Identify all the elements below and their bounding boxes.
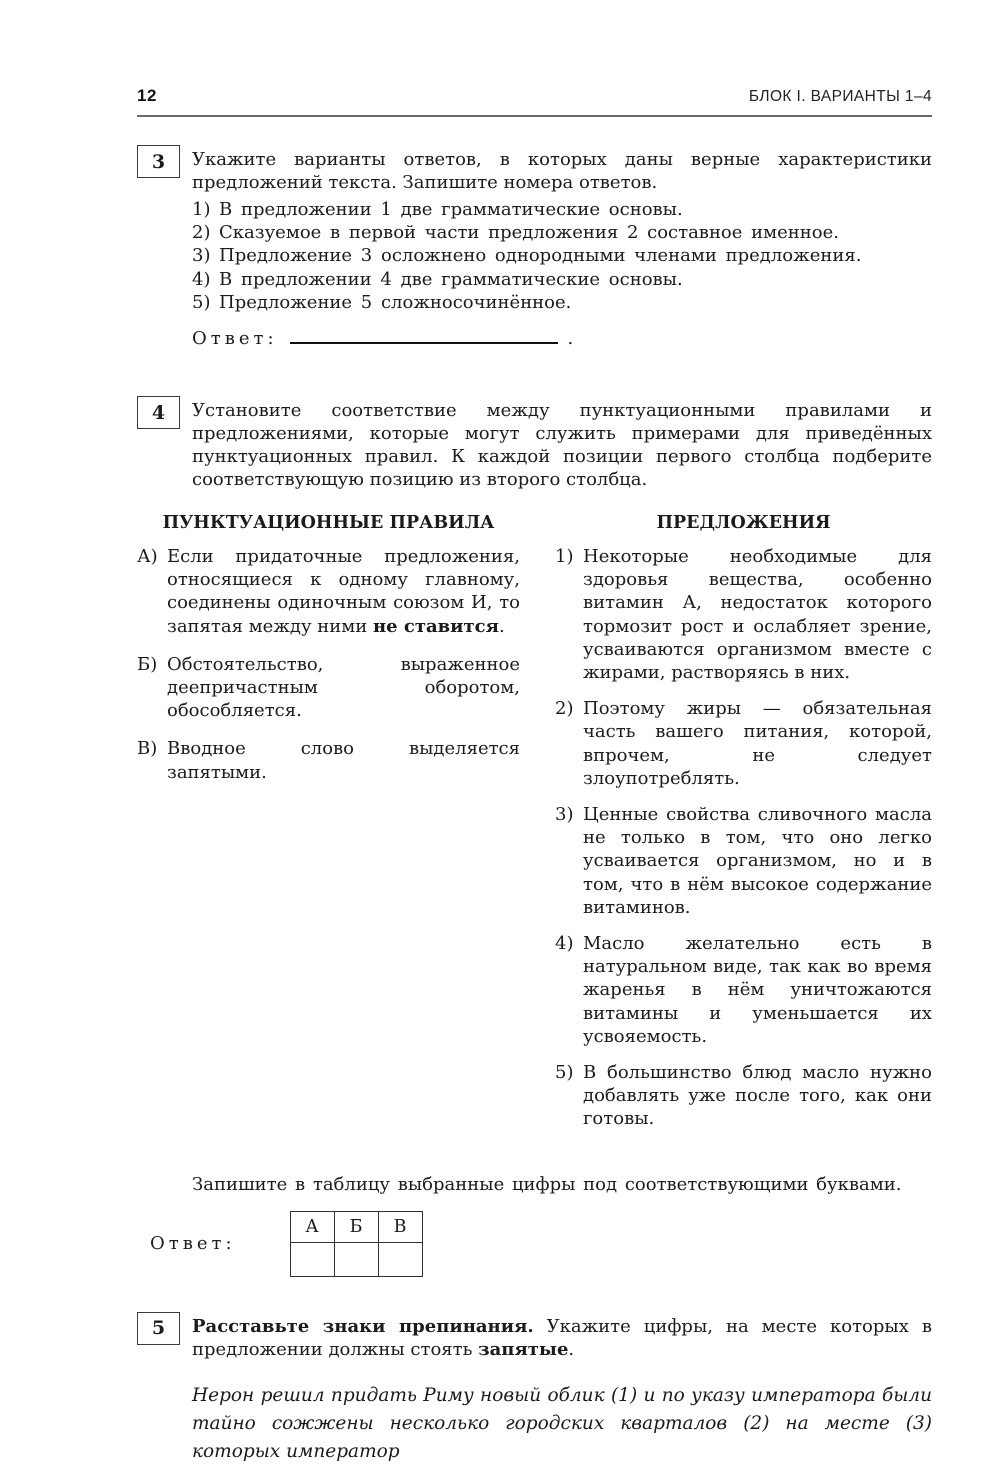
answer-table-header-row <box>290 1211 422 1242</box>
page-header <box>137 86 932 117</box>
sentence-2 <box>555 697 932 790</box>
sentence-text: Некоторые необходимые для здоровья вещества, особенно витамин А, недостаток которого тормозит рост и ослабляет зрение, усваиваются организмом вместе с жирами, растворяясь в них. <box>583 546 932 684</box>
sentences-column-header: ПРЕДЛОЖЕНИЯ <box>656 513 831 534</box>
answer-table-header-b: Б <box>334 1211 378 1242</box>
task-4-answer-row <box>137 1211 932 1277</box>
option-text: В предложении 4 две грамматические основы. <box>219 268 683 290</box>
task-3-option-5 <box>192 291 932 314</box>
sentence-4 <box>555 932 932 1048</box>
sentence-marker: 1) <box>555 546 574 568</box>
option-marker: 2) <box>192 222 211 244</box>
task-3-options <box>192 198 932 314</box>
task-5-exercise-sentence: Нерон решил придать Риму новый облик (1) и по указу императора были тайно сожжены несколько городских кварталов (2) на месте (3) которых император <box>192 1384 932 1462</box>
answer-label: Ответ: <box>150 1233 236 1255</box>
rule-v <box>137 737 520 783</box>
rules-column-header: ПУНКТУАЦИОННЫЕ ПРАВИЛА <box>162 513 495 534</box>
sentence-text: Ценные свойства сливочного масла не только в том, что оно легко усваивается организмом, но и в том, что в нём высокое содержание витаминов. <box>583 804 932 918</box>
task-3-answer-line <box>192 328 932 349</box>
sentence-text: В большинство блюд масло нужно добавлять уже после того, как они готовы. <box>583 1062 932 1130</box>
task-5-intro: Расставьте знаки препинания. Укажите цифры, на месте которых в предложении должны стоять запятые. <box>192 1315 932 1360</box>
answer-table <box>290 1211 423 1277</box>
answer-table-header-a: А <box>290 1211 334 1242</box>
sentence-3 <box>555 803 932 919</box>
task-3-option-4 <box>192 268 932 291</box>
task-3-intro: Укажите варианты ответов, в которых даны верные характеристики предложений текста. Запишите номера ответов. <box>192 149 932 193</box>
rule-text: Если придаточные предложения, относящиеся к одному главному, соединены одиночным союзом И, то запятая между ними не ставится. <box>167 546 520 637</box>
sentence-marker: 2) <box>555 698 574 720</box>
answer-cell-v <box>378 1242 422 1276</box>
task-5 <box>137 1315 932 1466</box>
task-3-option-3 <box>192 244 932 267</box>
sentence-marker: 4) <box>555 933 574 955</box>
sentence-text: Масло желательно есть в натуральном виде, так как во время жаренья в нём уничтожаются витамины и уменьшается их усвояемость. <box>583 933 932 1047</box>
task-4-table-instruction: Запишите в таблицу выбранные цифры под соответствующими буквами. <box>192 1173 902 1195</box>
option-text: Предложение 5 сложносочинённое. <box>219 291 572 313</box>
task-3-number-box: 3 <box>137 145 180 178</box>
answer-blank-line <box>290 330 558 344</box>
sentence-1 <box>555 545 932 684</box>
rule-marker: Б) <box>137 653 158 675</box>
task-4-columns <box>137 545 932 1144</box>
task-4 <box>137 399 932 1277</box>
task-4-column-headers <box>137 513 932 533</box>
task-3 <box>137 148 932 349</box>
option-marker: 3) <box>192 245 211 267</box>
rule-marker: А) <box>137 546 158 568</box>
sentence-5 <box>555 1061 932 1131</box>
answer-table-value-row <box>290 1242 422 1276</box>
task-4-intro: Установите соответствие между пунктуационными правилами и предложениями, которые могут служить примерами для приведённых пунктуационных правил. К каждой позиции первого столбца подберите соответствующую позицию из второго столбца. <box>192 400 932 491</box>
task-4-number-box: 4 <box>137 396 180 429</box>
answer-table-header-v: В <box>378 1211 422 1242</box>
option-text: Сказуемое в первой части предложения 2 составное именное. <box>219 222 840 244</box>
rule-text: Вводное слово выделяется запятыми. <box>167 738 520 783</box>
answer-cell-a <box>290 1242 334 1276</box>
task-3-option-1 <box>192 198 932 221</box>
answer-cell-b <box>334 1242 378 1276</box>
rule-a <box>137 545 520 638</box>
option-text: В предложении 1 две грамматические основы. <box>219 199 683 220</box>
option-text: Предложение 3 осложнено однородными членами предложения. <box>219 245 862 267</box>
page-number: 12 <box>137 86 157 105</box>
sentence-marker: 3) <box>555 804 574 826</box>
sentence-marker: 5) <box>555 1062 574 1084</box>
option-marker: 5) <box>192 291 211 313</box>
rule-marker: В) <box>137 738 158 760</box>
answer-label: Ответ: <box>192 328 278 350</box>
rules-column <box>137 545 520 1144</box>
sentence-text: Поэтому жиры — обязательная часть вашего питания, которой, впрочем, не следует злоупотреблять. <box>583 698 932 789</box>
option-marker: 4) <box>192 268 211 290</box>
answer-period: . <box>567 328 574 350</box>
task-3-option-2 <box>192 221 932 244</box>
sentences-column <box>555 545 932 1144</box>
rule-b <box>137 653 520 723</box>
header-section-title: БЛОК I. ВАРИАНТЫ 1–4 <box>748 88 932 105</box>
option-marker: 1) <box>192 199 211 220</box>
task-5-number-box: 5 <box>137 1312 180 1345</box>
rule-text: Обстоятельство, выраженное деепричастным оборотом, обособляется. <box>167 653 520 722</box>
